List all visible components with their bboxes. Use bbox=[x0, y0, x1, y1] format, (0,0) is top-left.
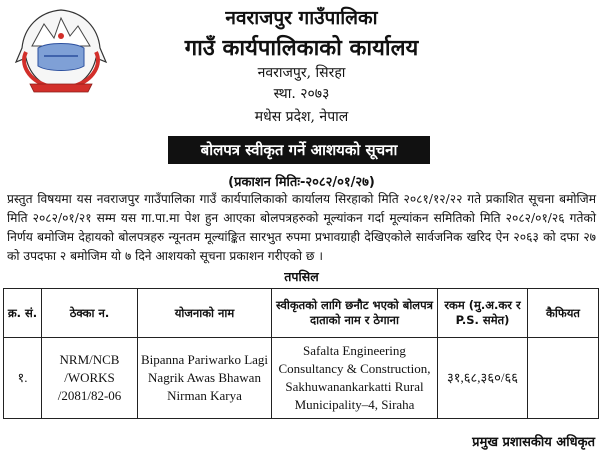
office-name: गाउँ कार्यपालिकाको कार्यालय bbox=[184, 36, 419, 61]
cell-remarks bbox=[528, 338, 599, 419]
notice-title: बोलपत्र स्वीकृत गर्ने आशयको सूचना bbox=[168, 136, 430, 164]
table-header-row bbox=[4, 289, 599, 338]
cell-serial: १. bbox=[4, 338, 42, 419]
notice-body: प्रस्तुत विषयमा यस नवराजपुर गाउँपालिका गाउँ कार्यपालिकाको कार्यालय सिरहाको मिति २०८१/१२/२२ गते प्रकाशित सूचना बमोजिम मिति २०८२/०१/२१ सम्म यस गा.पा.मा पेश हुन आएका बोलपत्रहरुको मूल्यांकन गर्दा मूल्यांकन समितिको मिति २०८२/०१/२६ गतेको निर्णय बमोजिम देहायको बोलपत्रहरु न्यूनतम मूल्यांङ्कित सारभुत रुपमा प्रभावग्राही देखिएकोले सार्वजनिक खरिद ऐन २०६३ को दफा २७ को उपदफा २ बमोजिम यो ७ दिने आशयको सूचना प्रकाशन गरीएको छ । bbox=[7, 192, 596, 263]
header-serial: क्र. सं. bbox=[4, 289, 42, 338]
establishment-year: स्था. २०७३ bbox=[273, 86, 330, 102]
table-row bbox=[4, 338, 599, 419]
cell-contract-no: NRM/NCB /WORKS /2081/82-06 bbox=[42, 338, 138, 419]
section-heading: तपसिल bbox=[284, 269, 319, 284]
signature-title: प्रमुख प्रशासकीय अधिकृत bbox=[472, 435, 595, 450]
province-country: मधेस प्रदेश, नेपाल bbox=[254, 109, 349, 125]
header-bidder: स्वीकृतको लागि छनौट भएको बोलपत्र दाताको नाम र ठेगाना bbox=[272, 289, 438, 338]
header-project-name: योजनाको नाम bbox=[138, 289, 272, 338]
publication-date: (प्रकाशन मितिः-२०८२/०१/२७) bbox=[228, 175, 375, 190]
bid-table bbox=[3, 288, 599, 419]
cell-project-name: Bipanna Pariwarko Lagi Nagrik Awas Bhawan Nirman Karya bbox=[138, 338, 272, 419]
cell-amount: ३१,६८,३६०/६६ bbox=[438, 338, 528, 419]
municipality-name: नवराजपुर गाउँपालिका bbox=[225, 7, 378, 29]
header-remarks: कैफियत bbox=[528, 289, 599, 338]
office-location: नवराजपुर, सिरहा bbox=[257, 65, 346, 81]
cell-bidder: Safalta Engineering Consultancy & Construction, Sakhuwanankarkatti Rural Municipality–4, Siraha bbox=[272, 338, 438, 419]
header-contract-no: ठेक्का न. bbox=[42, 289, 138, 338]
header-amount: रकम (मु.अ.कर र P.S. समेत) bbox=[438, 289, 528, 338]
